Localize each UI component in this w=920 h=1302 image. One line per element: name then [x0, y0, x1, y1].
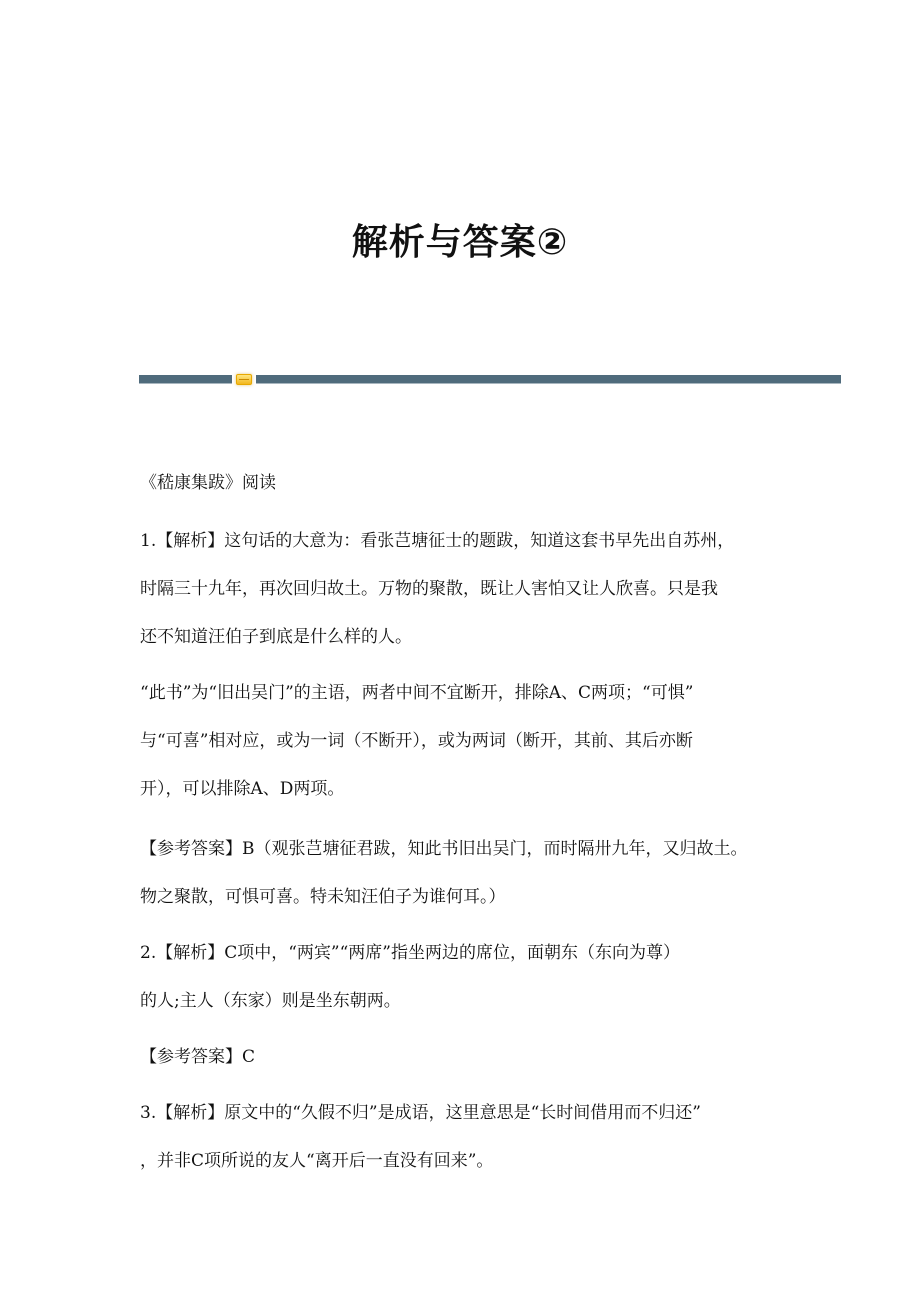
- text-line: 还不知道汪伯子到底是什么样的人。: [140, 627, 412, 647]
- divider-right-bar: [256, 375, 841, 384]
- divider-left-bar: [139, 375, 232, 384]
- text-line: 时隔三十九年，再次回归故土。万物的聚散，既让人害怕又让人欣喜。只是我: [140, 579, 718, 599]
- section-divider: [139, 375, 841, 384]
- text-line: 3.【解析】原文中的“久假不归”是成语，这里意思是“长时间借用而不归还”: [140, 1103, 701, 1123]
- text-line: 1.【解析】这句话的大意为：看张芑塘征士的题跋，知道这套书早先出自苏州，: [140, 531, 735, 551]
- text-line: “此书”为“旧出吴门”的主语，两者中间不宜断开，排除A、C两项；“可惧”: [140, 683, 694, 703]
- divider-ornament-icon: [236, 374, 252, 385]
- section-heading: 《嵇康集跋》阅读: [140, 473, 276, 493]
- answer-line: 【参考答案】B（观张芑塘征君跋，知此书旧出吴门，而时隔卅九年，又归故土。: [140, 839, 748, 859]
- text-line: ，并非C项所说的友人“离开后一直没有回来”。: [140, 1151, 494, 1171]
- text-line: 开），可以排除A、D两项。: [140, 779, 345, 799]
- answer-line: 物之聚散，可惧可喜。特未知汪伯子为谁何耳。）: [140, 887, 506, 907]
- page-title: 解析与答案②: [351, 222, 569, 263]
- text-line: 与“可喜”相对应，或为一词（不断开），或为两词（断开，其前、其后亦断: [140, 731, 693, 751]
- answer-line: 【参考答案】C: [140, 1047, 256, 1067]
- text-line: 的人;主人（东家）则是坐东朝两。: [140, 991, 401, 1011]
- text-line: 2.【解析】C项中，“两宾”“两席”指坐两边的席位，面朝东（东向为尊）: [140, 943, 680, 963]
